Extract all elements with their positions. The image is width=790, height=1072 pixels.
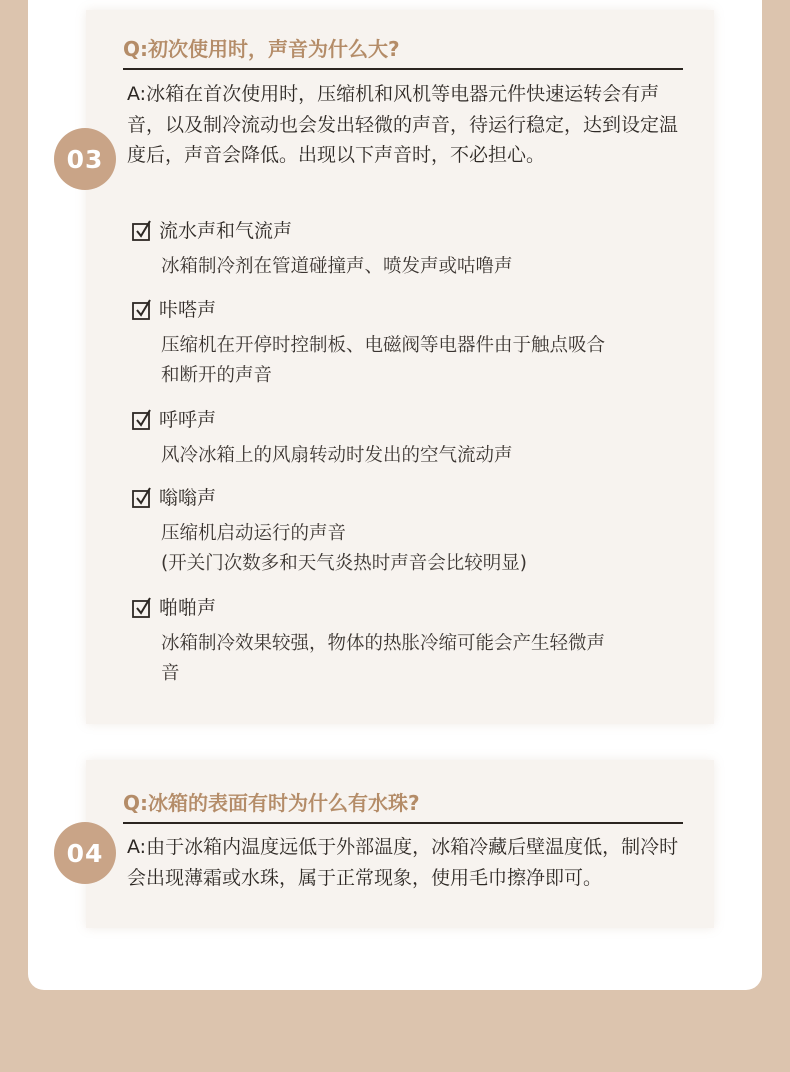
faq-question: Q:冰箱的表面有时为什么有水珠? [123, 790, 683, 824]
faq-answer: A:由于冰箱内温度远低于外部温度，冰箱冷藏后壁温度低，制冷时会出现薄霜或水珠，属于正常现象，使用毛巾擦净即可。 [127, 836, 679, 889]
sound-name: 咔嗒声 [159, 299, 217, 321]
sound-description-line: 冰箱制冷剂在管道碰撞声、喷发声或咕噜声 [161, 256, 513, 277]
sound-description [161, 629, 691, 689]
sound-description [161, 252, 691, 282]
sound-description-line: 压缩机在开停时控制板、电磁阀等电器件由于触点吸合 [161, 335, 606, 356]
sound-description-line: 冰箱制冷效果较强，物体的热胀冷缩可能会产生轻微声 [161, 633, 606, 654]
list-item [131, 484, 691, 579]
sound-description [161, 519, 691, 579]
sound-description [161, 331, 691, 391]
list-item [131, 296, 691, 391]
sound-name: 嗡嗡声 [159, 487, 217, 509]
checkbox-checked-icon [131, 299, 153, 321]
section-number-badge: 03 [54, 128, 116, 190]
faq-panel-04 [86, 760, 714, 928]
checkbox-checked-icon [131, 409, 153, 431]
sound-description-line: 压缩机启动运行的声音 [161, 523, 347, 544]
sound-description-line: 风冷冰箱上的风扇转动时发出的空气流动声 [161, 445, 513, 466]
sound-name: 啪啪声 [159, 597, 217, 619]
sound-name: 呼呼声 [159, 409, 217, 431]
sound-description [161, 441, 691, 471]
section-number-badge: 04 [54, 822, 116, 884]
faq-question: Q:初次使用时，声音为什么大? [123, 36, 683, 70]
checkbox-checked-icon [131, 487, 153, 509]
faq-panel-03 [86, 10, 714, 724]
sound-description-line: 音 [161, 663, 180, 684]
sound-name: 流水声和气流声 [159, 220, 293, 242]
faq-answer: A:冰箱在首次使用时，压缩机和风机等电器元件快速运转会有声音，以及制冷流动也会发出轻微的声音，待运行稳定，达到设定温度后，声音会降低。出现以下声音时，不必担心。 [127, 83, 679, 166]
checkbox-checked-icon [131, 597, 153, 619]
list-item [131, 217, 691, 282]
list-item [131, 406, 691, 471]
sound-description-line: (开关门次数多和天气炎热时声音会比较明显) [161, 553, 527, 574]
checkbox-checked-icon [131, 220, 153, 242]
list-item [131, 594, 691, 689]
sound-description-line: 和断开的声音 [161, 365, 273, 386]
